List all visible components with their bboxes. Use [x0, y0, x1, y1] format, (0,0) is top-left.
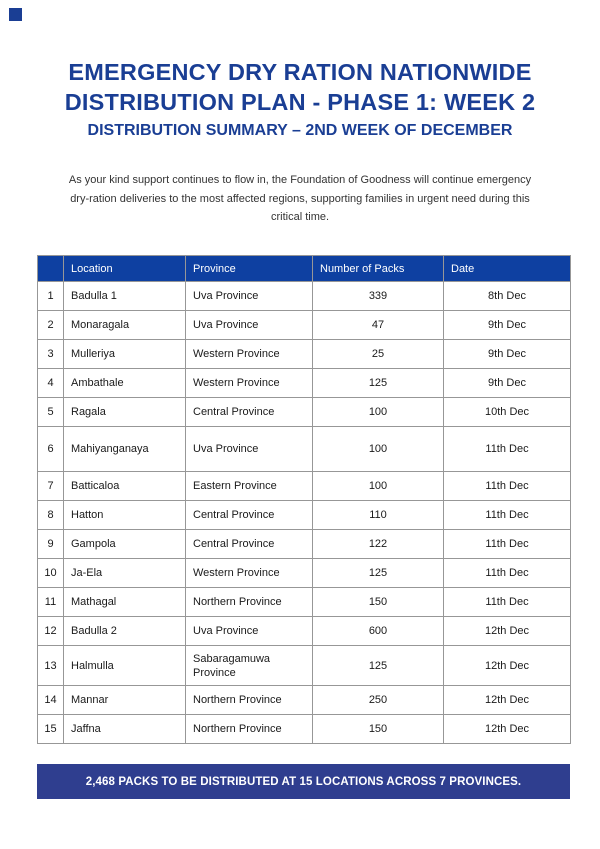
table-cell: 12th Dec	[444, 715, 571, 744]
table-cell: Sabaragamuwa Province	[186, 646, 313, 686]
table-cell: 10	[38, 559, 64, 588]
table-cell: 14	[38, 686, 64, 715]
table-row	[38, 501, 571, 530]
table-cell: Badulla 1	[64, 282, 186, 311]
table-cell: Uva Province	[186, 282, 313, 311]
table-cell: Northern Province	[186, 588, 313, 617]
table-cell: Badulla 2	[64, 617, 186, 646]
table-row	[38, 311, 571, 340]
table-cell: 9th Dec	[444, 311, 571, 340]
table-cell: 5	[38, 398, 64, 427]
table-cell: Batticaloa	[64, 472, 186, 501]
table-cell: 9	[38, 530, 64, 559]
table-cell: 4	[38, 369, 64, 398]
table-cell: 11th Dec	[444, 427, 571, 472]
table-cell: 339	[313, 282, 444, 311]
table-cell: 15	[38, 715, 64, 744]
table-cell: Central Province	[186, 530, 313, 559]
intro-paragraph: As your kind support continues to flow in, the Foundation of Goodness will continue emergency dry-ration deliveries to the most affected regions, supporting families in urgent need during this critical time.	[68, 174, 532, 223]
table-row	[38, 617, 571, 646]
table-row	[38, 530, 571, 559]
corner-mark	[9, 8, 22, 21]
table-cell: 11th Dec	[444, 588, 571, 617]
table-cell: 7	[38, 472, 64, 501]
table-row	[38, 340, 571, 369]
table-cell: 9th Dec	[444, 340, 571, 369]
table-cell: 125	[313, 369, 444, 398]
table-cell: Monaragala	[64, 311, 186, 340]
table-row	[38, 686, 571, 715]
table-cell: 47	[313, 311, 444, 340]
table-cell: 1	[38, 282, 64, 311]
page-title	[0, 57, 600, 117]
table-row	[38, 472, 571, 501]
table-cell: 100	[313, 398, 444, 427]
table-cell: 12th Dec	[444, 646, 571, 686]
table-cell: 110	[313, 501, 444, 530]
table-cell: Jaffna	[64, 715, 186, 744]
table-row	[38, 559, 571, 588]
table-cell: 100	[313, 427, 444, 472]
table-cell: 6	[38, 427, 64, 472]
table-header-row	[38, 256, 571, 282]
table-cell: Mathagal	[64, 588, 186, 617]
table-cell: 11th Dec	[444, 472, 571, 501]
table-cell: Mannar	[64, 686, 186, 715]
table-cell: 9th Dec	[444, 369, 571, 398]
table-row	[38, 282, 571, 311]
table-cell: 13	[38, 646, 64, 686]
table-cell: 150	[313, 715, 444, 744]
table-cell: Hatton	[64, 501, 186, 530]
table-cell: 125	[313, 559, 444, 588]
table-row	[38, 398, 571, 427]
table-cell: 125	[313, 646, 444, 686]
table-cell: Northern Province	[186, 686, 313, 715]
column-header-number-of-packs: Number of Packs	[313, 256, 444, 282]
table-cell: 12th Dec	[444, 617, 571, 646]
table-cell: Ambathale	[64, 369, 186, 398]
table-cell: 11th Dec	[444, 559, 571, 588]
page-title-line1: EMERGENCY DRY RATION NATIONWIDE	[68, 59, 532, 85]
table-cell: Gampola	[64, 530, 186, 559]
table-cell: Western Province	[186, 340, 313, 369]
table-cell: 600	[313, 617, 444, 646]
column-header-date: Date	[444, 256, 571, 282]
table-cell: Ja-Ela	[64, 559, 186, 588]
table-row	[38, 588, 571, 617]
page-subtitle: DISTRIBUTION SUMMARY – 2ND WEEK OF DECEMBER	[87, 122, 513, 139]
table-cell: Eastern Province	[186, 472, 313, 501]
table-cell: 3	[38, 340, 64, 369]
table-cell: 2	[38, 311, 64, 340]
table-cell: 11th Dec	[444, 530, 571, 559]
table-cell: 10th Dec	[444, 398, 571, 427]
table-cell: Uva Province	[186, 617, 313, 646]
table-cell: 250	[313, 686, 444, 715]
table-cell: Central Province	[186, 501, 313, 530]
table-cell: 8	[38, 501, 64, 530]
table-cell: 150	[313, 588, 444, 617]
table-cell: 8th Dec	[444, 282, 571, 311]
column-header-location: Location	[64, 256, 186, 282]
table-cell: Western Province	[186, 369, 313, 398]
table-cell: 11th Dec	[444, 501, 571, 530]
table-cell: Halmulla	[64, 646, 186, 686]
column-header-index	[38, 256, 64, 282]
table-cell: 100	[313, 472, 444, 501]
page-title-line2: DISTRIBUTION PLAN - PHASE 1: WEEK 2	[64, 89, 536, 115]
summary-banner	[37, 764, 570, 799]
table-cell: Ragala	[64, 398, 186, 427]
column-header-province: Province	[186, 256, 313, 282]
table-cell: 122	[313, 530, 444, 559]
table-cell: Uva Province	[186, 427, 313, 472]
table-row	[38, 427, 571, 472]
table-row	[38, 369, 571, 398]
table-cell: 12	[38, 617, 64, 646]
table-cell: Mulleriya	[64, 340, 186, 369]
distribution-table-container	[37, 255, 571, 744]
table-cell: Central Province	[186, 398, 313, 427]
table-row	[38, 646, 571, 686]
table-row	[38, 715, 571, 744]
distribution-table	[37, 255, 571, 744]
summary-text: 2,468 PACKS TO BE DISTRIBUTED AT 15 LOCATIONS ACROSS 7 PROVINCES.	[85, 775, 522, 788]
table-cell: 12th Dec	[444, 686, 571, 715]
table-cell: 25	[313, 340, 444, 369]
table-cell: Mahiyanganaya	[64, 427, 186, 472]
table-cell: Northern Province	[186, 715, 313, 744]
table-body	[38, 282, 571, 744]
table-header	[38, 256, 571, 282]
table-cell: Western Province	[186, 559, 313, 588]
table-cell: Uva Province	[186, 311, 313, 340]
table-cell: 11	[38, 588, 64, 617]
